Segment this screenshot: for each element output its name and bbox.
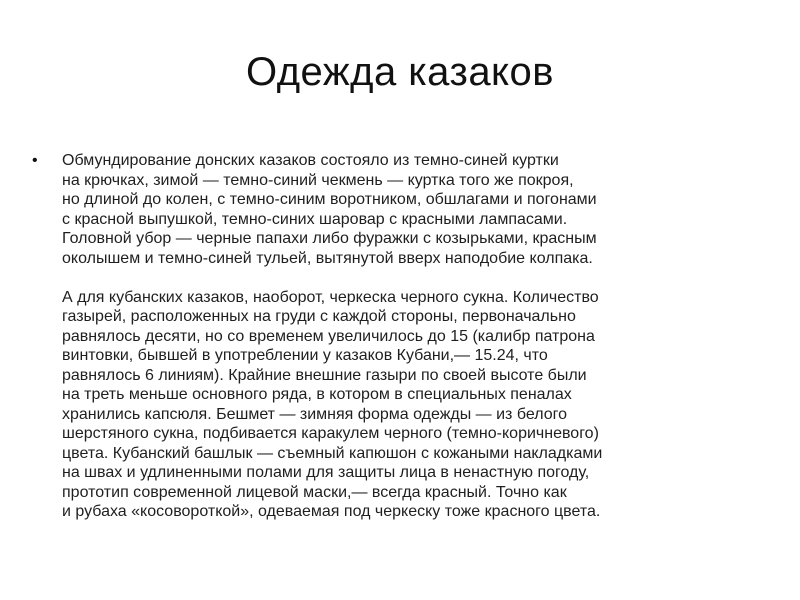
bullet-text: [62, 151, 770, 522]
paragraph-don-cossacks: Обмундирование донских казаков состояло из темно-синей куртки на крючках, зимой — темно-синий чекмень — куртка того же покроя, но длиной до колен, с темно-синим воротником, обшлагами и погонами с красной выпушкой, темно-синих шаровар с красными лампасами. Головной убор — черные папахи либо фуражки с козырьками, красным околышем и темно-синей тульей, вытянутой вверх наподобие колпака.: [62, 152, 597, 267]
slide-title: Одежда казаков: [245, 50, 555, 94]
bullet-item: [30, 151, 770, 522]
paragraph-kuban-cossacks: А для кубанских казаков, наоборот, черкеска черного сукна. Количество газырей, расположенных на груди с каждой стороны, первоначально равнялось десяти, но со временем увеличилось до 15 (калибр патрона винтовки, бывшей в употреблении у казаков Кубани,— 15.24, что равнялось 6 линиям). Крайние внешние газыри по своей высоте были на треть меньше основного ряда, в котором в специальных пеналах хранились капсюля. Бешмет — зимняя форма одежды — из белого шерстяного сукна, подбивается каракулем черного (темно-коричневого) цвета. Кубанский башлык — съемный капюшон с кожаными накладками на швах и удлиненными полами для защиты лица в ненастную погоду, прототип современной лицевой маски,— всегда красный. Точно как и рубаха «косовороткой», одеваемая под черкеску тоже красного цвета.: [62, 288, 603, 520]
bullet-icon: •: [32, 152, 38, 169]
slide-content: [30, 151, 770, 522]
